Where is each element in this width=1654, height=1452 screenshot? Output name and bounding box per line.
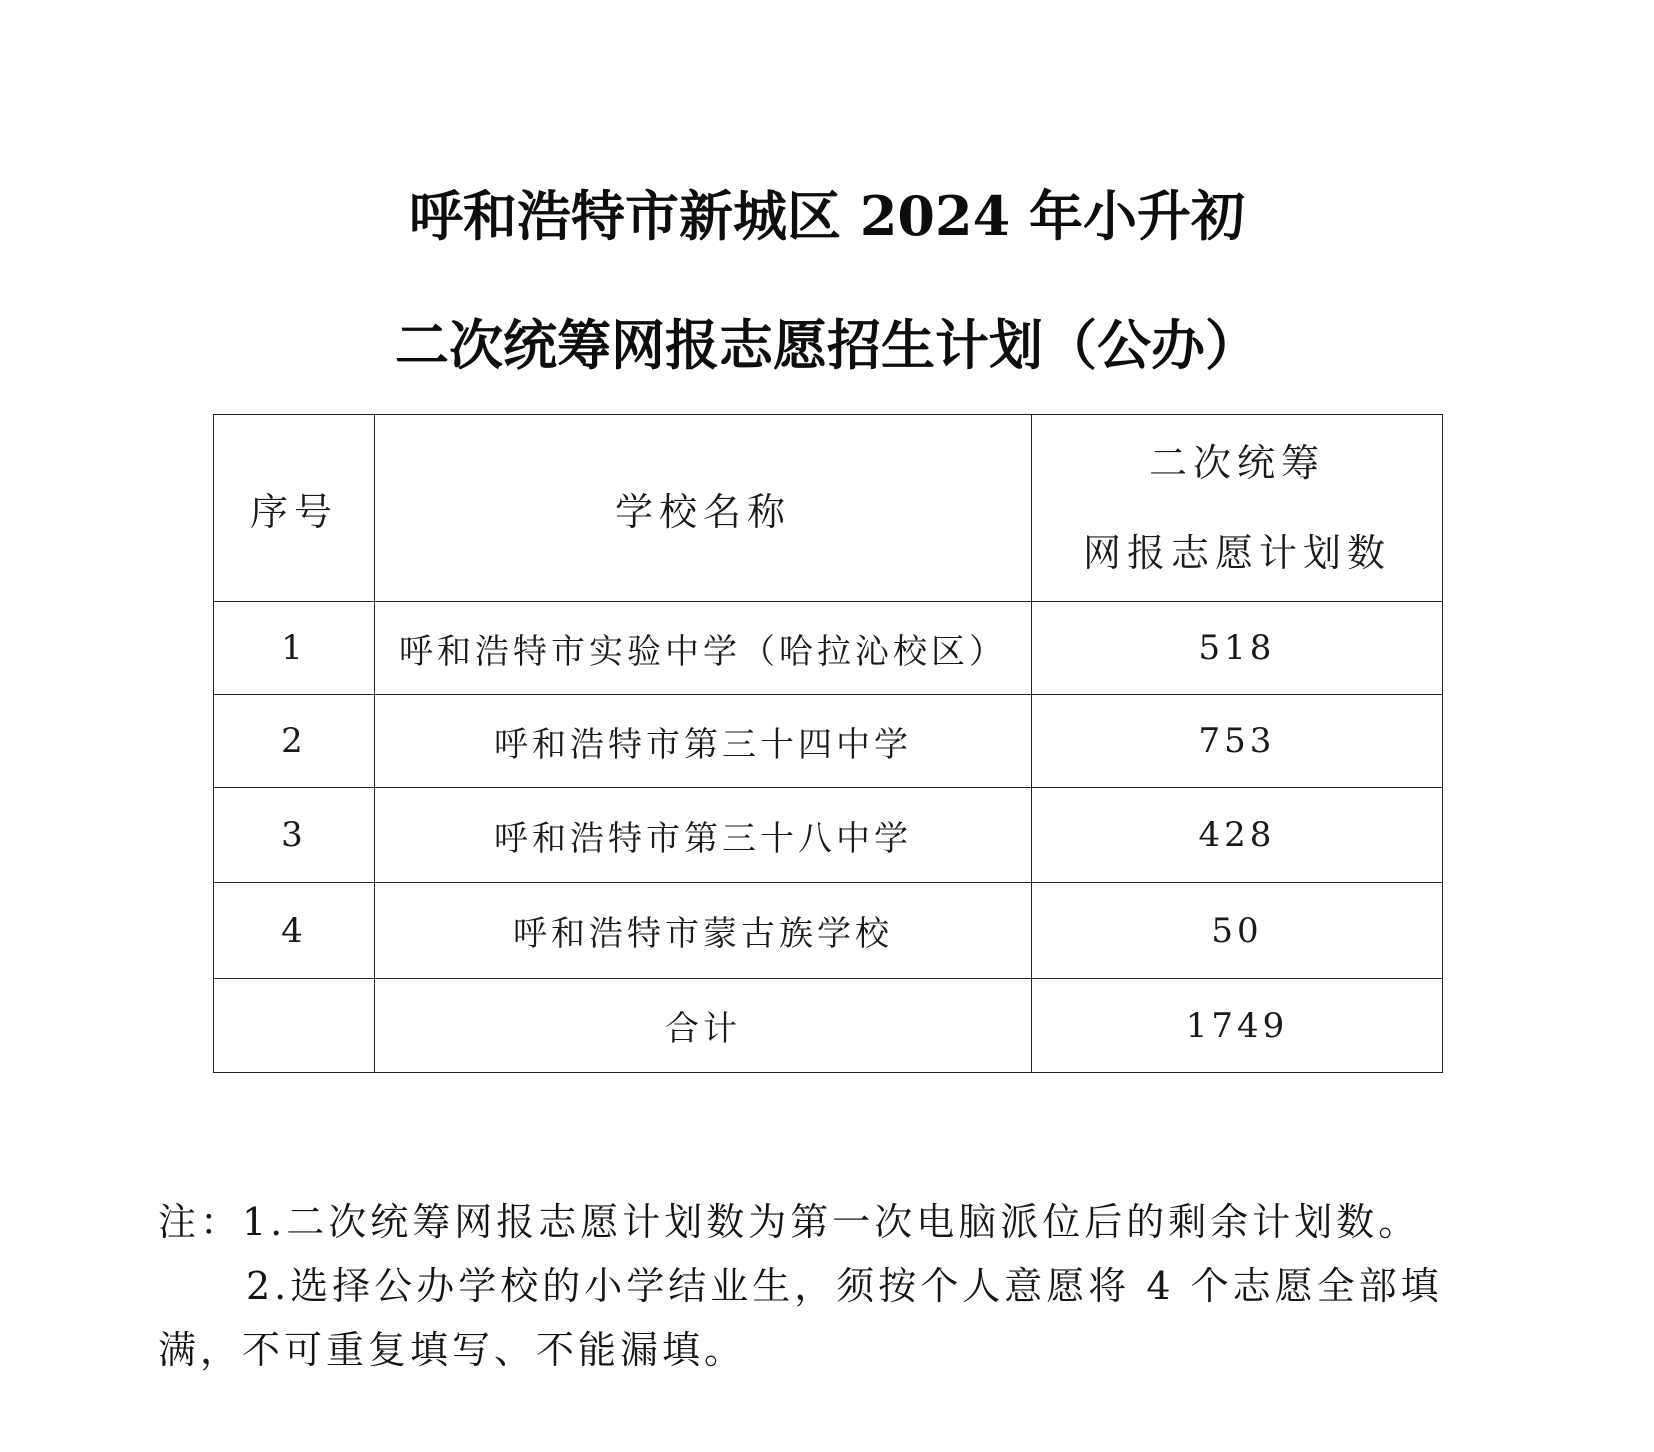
row-index: 4	[214, 883, 375, 979]
notes-section	[158, 1190, 1498, 1382]
row-plan-count: 428	[1032, 788, 1443, 883]
document-title-line-2: 二次统筹网报志愿招生计划（公办）	[395, 313, 1259, 377]
row-plan-count: 753	[1032, 695, 1443, 788]
table-total-row	[214, 979, 1443, 1073]
header-index: 序号	[214, 415, 375, 602]
table-row	[214, 883, 1443, 979]
header-plan-count	[1032, 415, 1443, 602]
note-2: 2.选择公办学校的小学结业生，须按个人意愿将 4 个志愿全部填满，不可重复填写、不能漏填。	[158, 1264, 1443, 1372]
enrollment-plan-table	[213, 414, 1443, 1073]
row-plan-count: 518	[1032, 602, 1443, 695]
total-label: 合计	[375, 979, 1032, 1073]
row-index: 3	[214, 788, 375, 883]
header-school-name: 学校名称	[375, 415, 1032, 602]
total-plan-count: 1749	[1032, 979, 1443, 1073]
row-school-name: 呼和浩特市第三十八中学	[375, 788, 1032, 883]
note-1: 注：1.二次统筹网报志愿计划数为第一次电脑派位后的剩余计划数。	[158, 1200, 1421, 1244]
row-school-name: 呼和浩特市实验中学（哈拉沁校区）	[375, 602, 1032, 695]
table-row	[214, 788, 1443, 883]
table-row	[214, 695, 1443, 788]
row-plan-count: 50	[1032, 883, 1443, 979]
total-index-empty	[214, 979, 375, 1073]
row-index: 1	[214, 602, 375, 695]
header-plan-line-2: 网报志愿计划数	[1082, 531, 1391, 575]
row-index: 2	[214, 695, 375, 788]
table-row	[214, 602, 1443, 695]
table-header-row	[214, 415, 1443, 602]
row-school-name: 呼和浩特市第三十四中学	[375, 695, 1032, 788]
document-title-line-1: 呼和浩特市新城区 2024 年小升初	[409, 184, 1245, 248]
row-school-name: 呼和浩特市蒙古族学校	[375, 883, 1032, 979]
header-plan-line-1: 二次统筹	[1148, 441, 1325, 485]
